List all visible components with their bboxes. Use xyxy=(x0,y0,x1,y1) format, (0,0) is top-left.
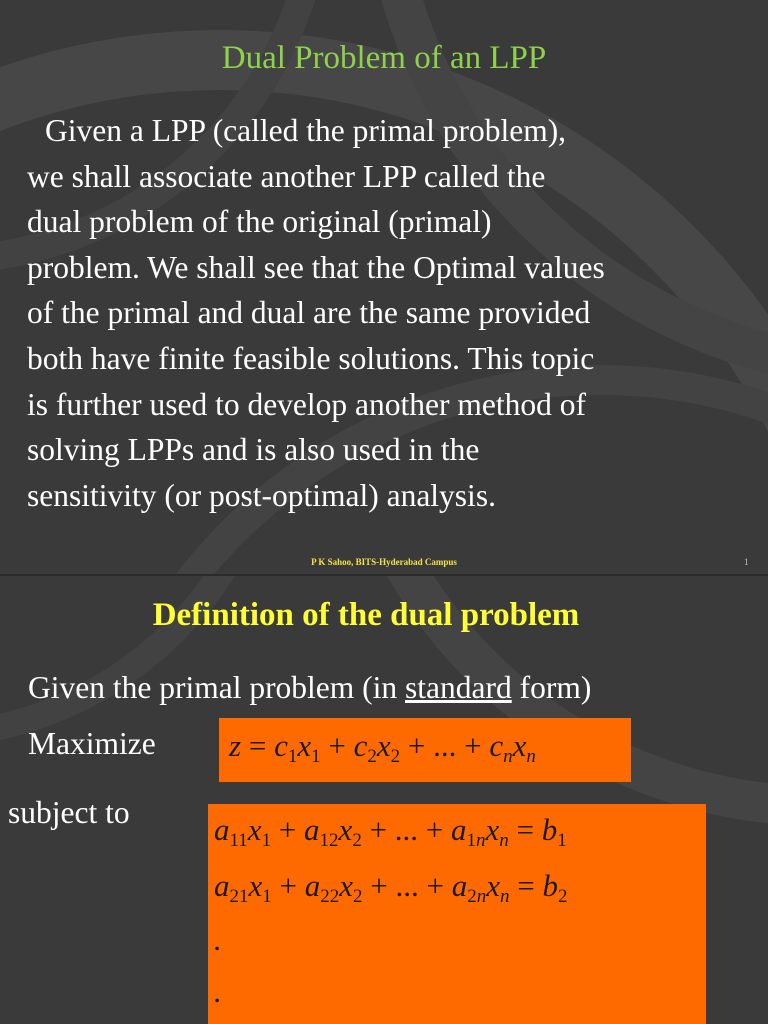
body-line: problem. We shall see that the Optimal values xyxy=(27,249,605,285)
constraint-row-2: $a_{21}x_1 + a_{22}x_2$ + ... + $a_{2n}x_n = b_2$ xyxy=(214,868,568,907)
ellipsis-dot: . xyxy=(214,974,222,1009)
slide-body xyxy=(27,108,734,518)
body-line: solving LPPs and is also used in the xyxy=(27,432,480,468)
body-line: is further used to develop another method of xyxy=(27,386,586,422)
constraints-box xyxy=(208,804,706,1024)
objective-formula: $z = c_1x_1 + c_2x_2$ + ... + $c_nx_n$ xyxy=(229,728,536,767)
page-number: 1 xyxy=(744,557,749,567)
constraint-row-1: $a_{11}x_1 + a_{12}x_2$ + ... + $a_{1n}x_n = b_1$ xyxy=(214,812,567,851)
body-line: both have finite feasible solutions. This topic xyxy=(27,340,595,376)
maximize-label: Maximize xyxy=(28,726,156,761)
slide-title: Definition of the dual problem xyxy=(152,597,580,633)
slide-footer: P K Sahoo, BITS-Hyderabad Campus xyxy=(311,557,457,567)
body-line: we shall associate another LPP called the xyxy=(27,158,546,194)
objective-box xyxy=(219,718,631,782)
slide-title: Dual Problem of an LPP xyxy=(221,40,547,76)
ellipsis-dot: . xyxy=(214,922,222,957)
given-line: Given the primal problem (in standard form) xyxy=(28,670,592,705)
body-line: of the primal and dual are the same provided xyxy=(27,295,591,331)
slide-2 xyxy=(0,576,768,1024)
subject-to-label: subject to xyxy=(8,795,130,830)
body-line: Given a LPP (called the primal problem), xyxy=(45,113,567,148)
standard-underlined: standard xyxy=(405,670,512,705)
body-line: sensitivity (or post-optimal) analysis. xyxy=(27,477,496,513)
body-line: dual problem of the original (primal) xyxy=(27,204,492,240)
